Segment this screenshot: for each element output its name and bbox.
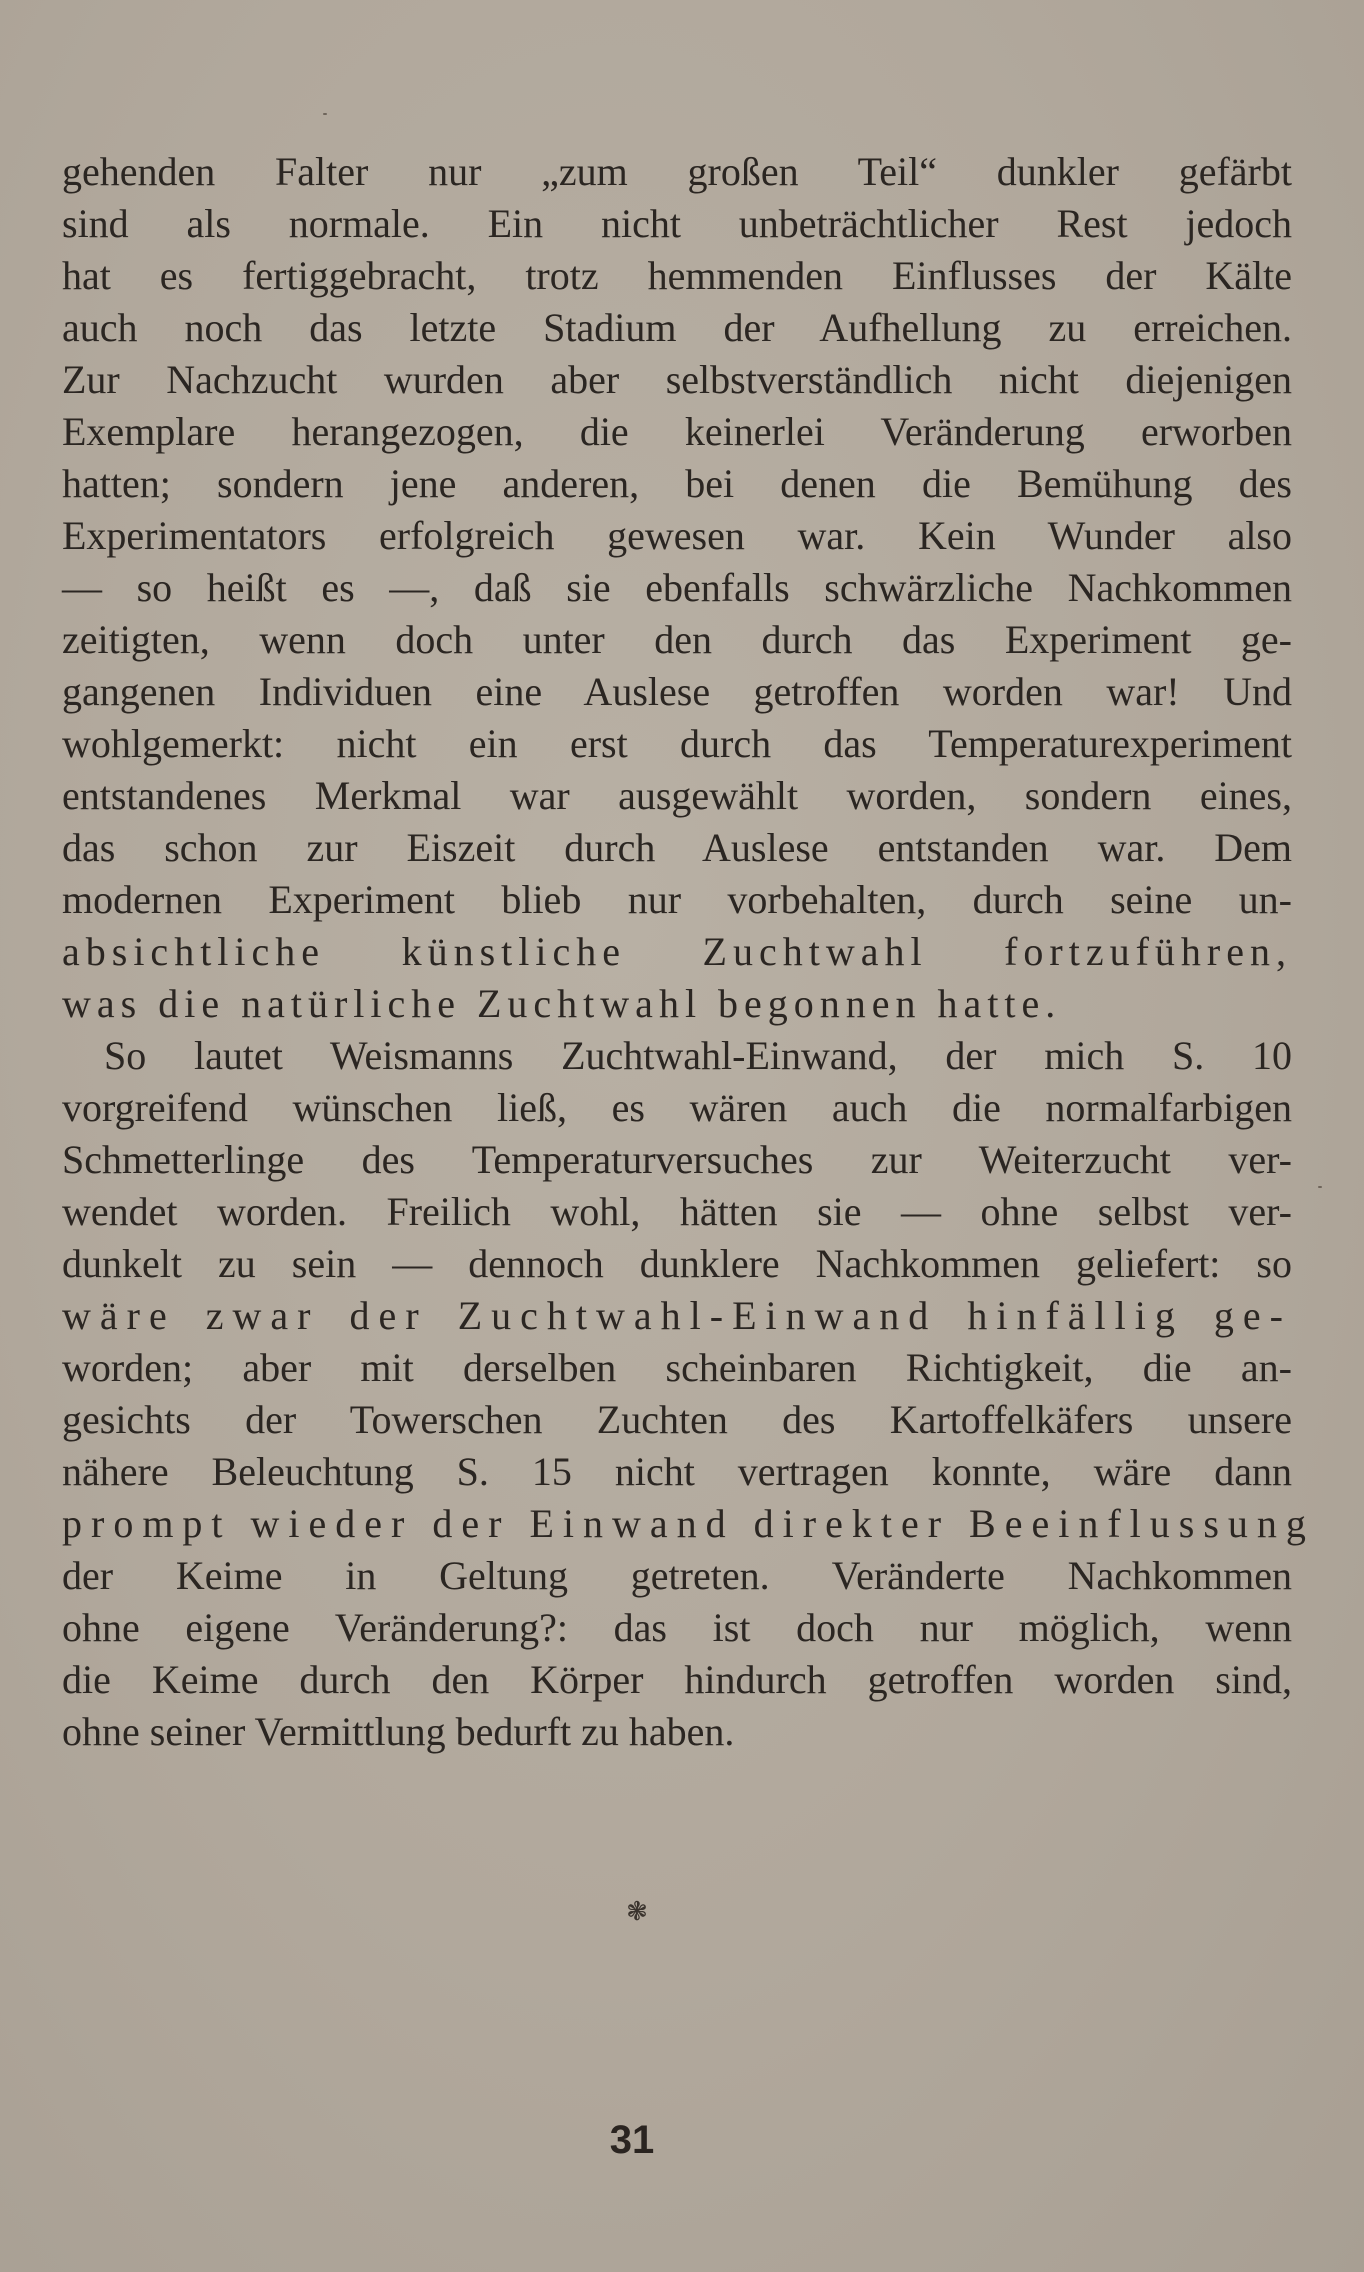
- text-line: Exemplare herangezogen, die keinerlei Veränderung erworben: [62, 409, 1292, 454]
- text-line: Experimentators erfolgreich gewesen war. Kein Wunder also: [62, 513, 1292, 558]
- text-line: hat es fertiggebracht, trotz hemmenden Einflusses der Kälte: [62, 253, 1292, 298]
- text-line: — so heißt es —, daß sie ebenfalls schwärzliche Nachkommen: [62, 565, 1292, 610]
- section-ornament: ❃: [626, 1897, 648, 1927]
- text-line: der Keime in Geltung getreten. Veränderte Nachkommen: [62, 1553, 1292, 1598]
- text-line: dunkelt zu sein — dennoch dunklere Nachkommen geliefert: so: [62, 1241, 1292, 1286]
- paper-speck: [323, 113, 327, 115]
- text-line: vorgreifend wünschen ließ, es wären auch die normalfarbigen: [62, 1085, 1292, 1130]
- text-line: wendet worden. Freilich wohl, hätten sie — ohne selbst ver-: [62, 1189, 1292, 1234]
- paper-speck: [1318, 1186, 1322, 1188]
- text-line-spaced: wäre zwar der Zuchtwahl-Einwand hinfällig ge-: [62, 1293, 1292, 1338]
- text-line: ohne eigene Veränderung?: das ist doch nur möglich, wenn: [62, 1605, 1292, 1650]
- text-line: die Keime durch den Körper hindurch getroffen worden sind,: [62, 1657, 1292, 1702]
- text-line: ohne seiner Vermittlung bedurft zu haben.: [62, 1709, 735, 1754]
- body-text: [62, 146, 1315, 1758]
- text-line: das schon zur Eiszeit durch Auslese entstanden war. Dem: [62, 825, 1292, 870]
- text-line: nähere Beleuchtung S. 15 nicht vertragen konnte, wäre dann: [62, 1449, 1292, 1494]
- text-line: Schmetterlinge des Temperaturversuches zur Weiterzucht ver-: [62, 1137, 1292, 1182]
- text-line: modernen Experiment blieb nur vorbehalten, durch seine un-: [62, 877, 1292, 922]
- paragraph-start-line: So lautet Weismanns Zuchtwahl-Einwand, der mich S. 10: [104, 1033, 1292, 1078]
- text-line: sind als normale. Ein nicht unbeträchtlicher Rest jedoch: [62, 201, 1292, 246]
- text-line: entstandenes Merkmal war ausgewählt worden, sondern eines,: [62, 773, 1292, 818]
- text-line-spaced: absichtliche künstliche Zuchtwahl fortzuführen,: [62, 929, 1292, 974]
- text-line: zeitigten, wenn doch unter den durch das Experiment ge-: [62, 617, 1292, 662]
- text-line: hatten; sondern jene anderen, bei denen die Bemühung des: [62, 461, 1292, 506]
- text-line-spaced: prompt wieder der Einwand direkter Beeinflussung: [62, 1501, 1315, 1546]
- text-line: gangenen Individuen eine Auslese getroffen worden war! Und: [62, 669, 1292, 714]
- text-line: gehenden Falter nur „zum großen Teil“ dunkler gefärbt: [62, 149, 1292, 194]
- text-line-spaced: was die natürliche Zuchtwahl begonnen hatte.: [62, 981, 1062, 1026]
- page-number: 31: [609, 2118, 655, 2162]
- text-line: gesichts der Towerschen Zuchten des Kartoffelkäfers unsere: [62, 1397, 1292, 1442]
- text-line: Zur Nachzucht wurden aber selbstverständlich nicht diejenigen: [62, 357, 1292, 402]
- text-line: wohlgemerkt: nicht ein erst durch das Temperaturexperiment: [62, 721, 1292, 766]
- text-line: auch noch das letzte Stadium der Aufhellung zu erreichen.: [62, 305, 1292, 350]
- text-line: worden; aber mit derselben scheinbaren Richtigkeit, die an-: [62, 1345, 1292, 1390]
